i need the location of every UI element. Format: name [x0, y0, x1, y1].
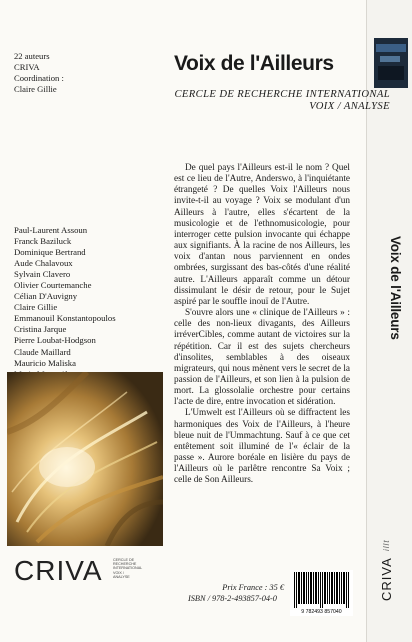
blurb-paragraph: S'ouvre alors une « clinique de l'Ailleurs » : celle des non-lieux divagants, des Ailleurs irréverCibles, comme autant de victoires sur la répétition. Car il est des sujets chercheurs d'insolites, semblables à des oiseaux migrateurs, qui nous mènent vers le secret de la passion de l'Ailleurs, et son lien à la pulsion de mort. La glossolalie orchestre pour certains l'acte de dire, entre invocation et sidération.: [174, 308, 350, 408]
author-name: Pierre Loubat-Hodgson: [14, 335, 96, 346]
spine-publisher: [379, 506, 407, 601]
author-name: Claude Maillard: [14, 346, 71, 357]
book-title: Voix de l'Ailleurs: [174, 52, 334, 75]
author-name: Claire Gillie: [14, 302, 58, 313]
author-name: Aude Chalavoux: [14, 258, 73, 269]
cover-artwork: [7, 372, 163, 546]
back-cover-blurb: [174, 163, 350, 487]
blurb-paragraph: L'Umwelt est l'Ailleurs où se diffractent les harmoniques des Voix de l'Ailleurs, à l'heure bleue nuit de l'Ummachtung. Sauf à ce que cet entêtement soit illuminé de l'« éclair de la passe ». Aurore boréale en lisière du pays de l'Ailleurs où le parlêtre rencontre Sa Voix ; celle de Son Ailleurs.: [174, 408, 350, 486]
author-name: Emmanouil Konstantopoulos: [14, 313, 116, 324]
isbn-barcode: [290, 570, 353, 616]
price-label: Prix France : 35 €: [222, 583, 284, 592]
publisher-logo-caption: CERCLE DE RECHERCHE INTERNATIONAL VOIX / ANALYSE: [113, 558, 143, 579]
author-name: Franck Baziluck: [14, 236, 72, 247]
author-name: Paul-Laurent Assoun: [14, 225, 88, 235]
coordination-label: Coordination :: [14, 73, 64, 83]
coordinator-name: Claire Gillie: [14, 84, 57, 94]
book-meta: [14, 51, 64, 95]
price-block: [188, 582, 284, 604]
publisher-logo: CRIVA: [14, 555, 103, 586]
subtitle-line: VOIX / ANALYSE: [309, 101, 390, 112]
author-name: Dominique Bertrand: [14, 247, 86, 258]
author-name: Cristina Jarque: [14, 324, 67, 335]
spine-brand-name: CRIVA: [379, 557, 394, 601]
subtitle-line: CERCLE DE RECHERCHE INTERNATIONAL: [174, 89, 390, 100]
barcode-digits: 9 782493 857040: [301, 609, 342, 615]
blurb-paragraph: De quel pays l'Ailleurs est-il le nom ? Quel est ce lieu de l'Autre, Anderswo, à l'inquiétante étrangeté ? De quelles Voix l'Ailleurs nous invite-t-il au voyage ? Voix se modulant d'un Ailleurs à l'autre, elles s'écartent de la musicologie et de l'ethnomusicologie, pour interroger cette pulsion invocante qui échappe aux signifiants. À la racine de nos Ailleurs, les voix d'antan nous parviennent en ondes ombrées, surgissant des bas-côtés d'une réalité autre. L'Ailleurs apparaît comme un détour dissimulant le désir de retour, pour le Sujet aspiré par le souffle inouï de l'Autre.: [174, 163, 350, 307]
spine-brand-sub: illt: [382, 539, 391, 552]
author-name: Olivier Courtemanche: [14, 280, 92, 291]
spine-title: Voix de l'Ailleurs: [388, 236, 403, 340]
author-count: 22 auteurs: [14, 51, 50, 61]
isbn-label: ISBN / 978-2-493857-04-0: [188, 594, 277, 603]
author-name: Sylvain Clavero: [14, 269, 71, 280]
author-name: Célian D'Auvigny: [14, 291, 78, 302]
author-name: Mauricio Maliska: [14, 357, 77, 368]
spine-top-image: [370, 0, 410, 88]
publisher-name: CRIVA: [14, 62, 40, 72]
book-subtitle: [150, 89, 390, 113]
